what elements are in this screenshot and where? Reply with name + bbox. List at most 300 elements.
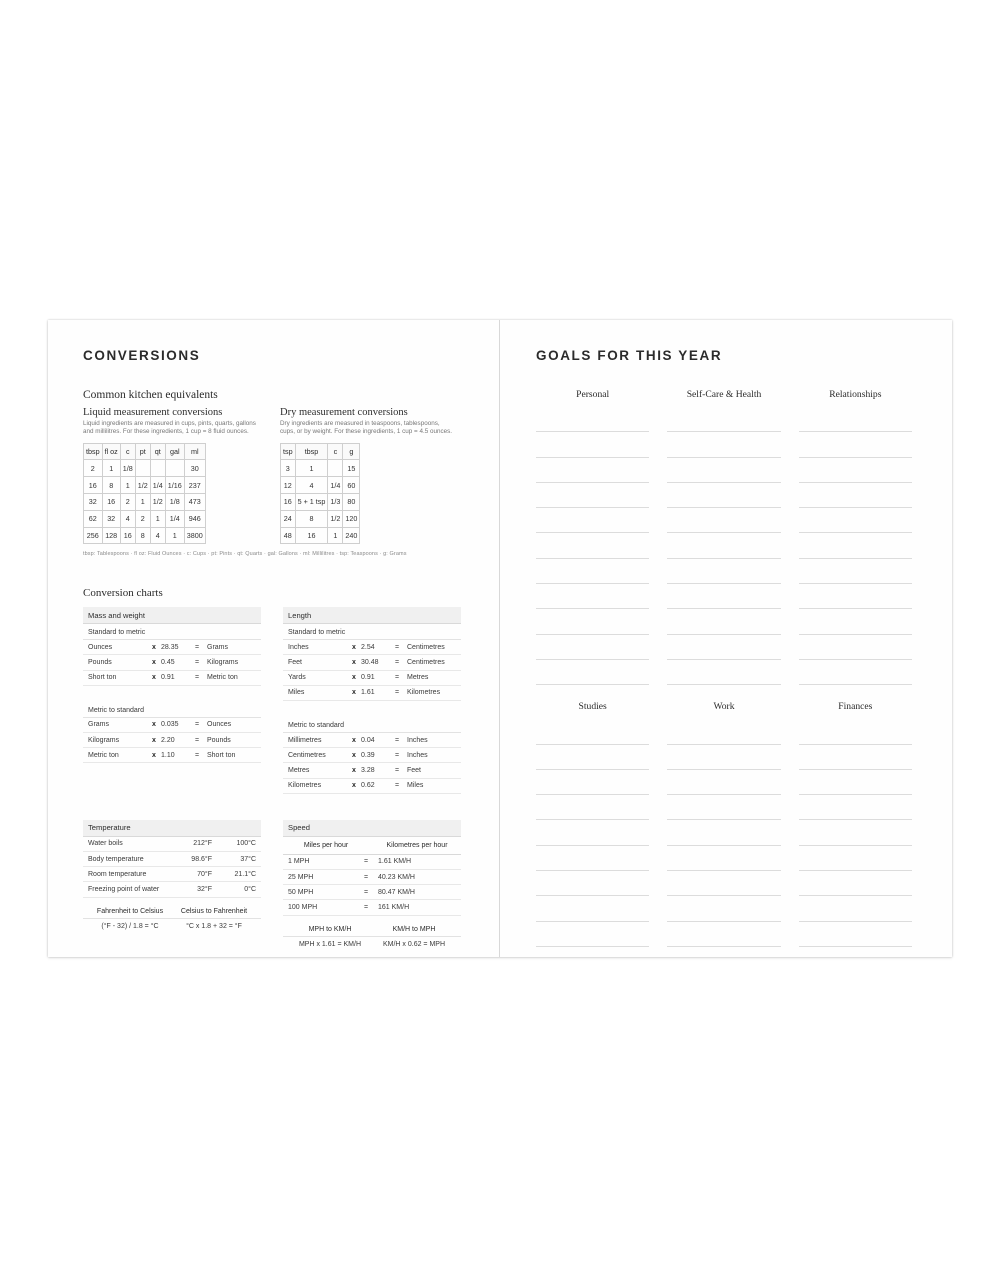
temperature-band-label: Temperature — [83, 820, 261, 837]
table-cell: 1/3 — [328, 493, 343, 510]
table-cell: 1/2 — [328, 510, 343, 527]
speed-equals: = — [364, 903, 369, 911]
speed-header-row — [283, 837, 461, 855]
goal-write-line[interactable] — [667, 745, 780, 770]
temperature-speed-charts — [83, 820, 467, 952]
temperature-row — [83, 882, 261, 897]
conversion-from: Miles — [288, 689, 305, 697]
temperature-celsius: 0°C — [244, 885, 256, 893]
table-cell — [165, 460, 184, 477]
goal-write-line[interactable] — [799, 407, 912, 432]
goal-write-line[interactable] — [667, 846, 780, 871]
conversion-to: Ounces — [207, 721, 232, 729]
conversion-from: Kilograms — [88, 736, 120, 744]
conversion-operator: x — [152, 674, 156, 682]
left-page — [48, 320, 500, 957]
goal-write-line[interactable] — [799, 483, 912, 508]
conversion-operator: x — [352, 643, 356, 651]
goals-row-bottom — [536, 701, 912, 947]
conversion-factor: 0.39 — [361, 751, 375, 759]
table-header-row — [84, 443, 206, 460]
goal-write-line[interactable] — [667, 584, 780, 609]
temperature-fahrenheit: 98.6°F — [191, 855, 212, 863]
dry-col-2: c — [328, 443, 343, 460]
goals-row-top — [536, 389, 912, 685]
table-cell: 16 — [281, 493, 296, 510]
conversion-to: Metres — [407, 674, 429, 682]
conversion-factor: 28.35 — [161, 643, 179, 651]
conversion-row — [283, 733, 461, 748]
table-cell: 24 — [281, 510, 296, 527]
goal-write-line[interactable] — [799, 609, 912, 634]
dry-note: Dry ingredients are measured in teaspoons, tablespoons, cups, or by weight. For these ingredients, 1 cup = 4.5 ounces. — [280, 420, 453, 436]
table-cell: 15 — [343, 460, 360, 477]
goal-category-label: Personal — [576, 389, 610, 400]
table-cell: 128 — [102, 527, 120, 544]
goal-write-line[interactable] — [799, 584, 912, 609]
goal-write-line[interactable] — [799, 871, 912, 896]
table-row — [84, 527, 206, 544]
goal-write-line[interactable] — [799, 559, 912, 584]
goal-lines — [667, 407, 780, 685]
conversion-to: Centimetres — [407, 643, 445, 651]
goal-write-line[interactable] — [536, 508, 649, 533]
goal-write-line[interactable] — [536, 660, 649, 685]
goal-write-line[interactable] — [667, 609, 780, 634]
conversion-to: Centimetres — [407, 659, 445, 667]
measurement-tables — [83, 407, 467, 544]
goal-write-line[interactable] — [799, 846, 912, 871]
table-cell: 62 — [84, 510, 103, 527]
temperature-label: Water boils — [88, 840, 123, 848]
mph-to-kmh-formula: MPH x 1.61 = KM/H — [298, 940, 362, 948]
goal-column-top-2 — [799, 389, 912, 685]
goal-category-label: Relationships — [829, 389, 882, 400]
goal-write-line[interactable] — [536, 635, 649, 660]
goal-write-line[interactable] — [667, 871, 780, 896]
goal-write-line[interactable] — [667, 508, 780, 533]
conversion-row — [83, 733, 261, 748]
table-cell: 16 — [84, 477, 103, 494]
speed-col-kmh: Kilometres per hour — [386, 841, 448, 849]
table-cell: 1 — [295, 460, 328, 477]
liquid-col-1: fl oz — [102, 443, 120, 460]
speed-equals: = — [364, 858, 369, 866]
conversion-from: Kilometres — [288, 782, 322, 790]
conversion-factor: 0.035 — [161, 721, 179, 729]
table-row — [281, 510, 360, 527]
table-cell: 16 — [120, 527, 135, 544]
goal-write-line[interactable] — [536, 559, 649, 584]
speed-mph: 25 MPH — [288, 873, 314, 881]
conversion-equals: = — [395, 643, 400, 651]
goal-write-line[interactable] — [799, 719, 912, 744]
goal-write-line[interactable] — [667, 533, 780, 558]
conversion-operator: x — [152, 736, 156, 744]
table-row — [84, 493, 206, 510]
conversion-factor: 1.61 — [361, 689, 375, 697]
length-band-label: Length — [283, 607, 461, 624]
goal-lines — [799, 407, 912, 685]
goal-write-line[interactable] — [799, 795, 912, 820]
goal-write-line[interactable] — [536, 584, 649, 609]
table-cell: 237 — [184, 477, 205, 494]
goal-lines — [536, 719, 649, 947]
goal-write-line[interactable] — [536, 820, 649, 845]
speed-equals: = — [364, 888, 369, 896]
goal-write-line[interactable] — [667, 820, 780, 845]
conversion-row — [83, 748, 261, 763]
goal-write-line[interactable] — [799, 922, 912, 947]
conversion-to: Feet — [407, 767, 422, 774]
abbreviation-legend: tbsp: Tablespoons · fl oz: Fluid Ounces · c: Cups · pt: Pints · qt: Quarts · gal: Gallons · ml: Millilitres · tsp: Teaspoons · g: Grams — [83, 551, 407, 558]
page-title: CONVERSIONS — [83, 348, 201, 363]
conversion-row — [83, 671, 261, 686]
conversion-equals: = — [395, 751, 400, 759]
temperature-formulas — [83, 919, 261, 934]
conversion-row — [283, 655, 461, 670]
conversion-factor: 2.20 — [161, 736, 175, 744]
table-cell: 473 — [184, 493, 205, 510]
table-cell: 12 — [281, 477, 296, 494]
conversion-factor: 1.10 — [161, 751, 175, 759]
conversion-equals: = — [395, 782, 400, 790]
conversion-factor: 0.91 — [361, 674, 375, 682]
goal-write-line[interactable] — [536, 533, 649, 558]
goal-column-top-1 — [667, 389, 780, 685]
temperature-celsius: 100°C — [236, 840, 256, 848]
goal-write-line[interactable] — [667, 922, 780, 947]
conversion-from: Feet — [288, 659, 303, 667]
conversion-from: Metres — [288, 767, 310, 774]
goal-write-line[interactable] — [667, 770, 780, 795]
goal-lines — [536, 407, 649, 685]
dry-col-3: g — [343, 443, 360, 460]
goal-write-line[interactable] — [667, 795, 780, 820]
conversion-equals: = — [195, 721, 200, 729]
conversion-charts-heading: Conversion charts — [83, 587, 163, 600]
dry-heading: Dry measurement conversions — [280, 407, 408, 418]
goal-lines — [667, 719, 780, 947]
goal-category-label: Finances — [838, 701, 873, 713]
liquid-col-2: c — [120, 443, 135, 460]
length-metric-to-std-label: Metric to standard — [283, 717, 461, 733]
goal-write-line[interactable] — [799, 745, 912, 770]
speed-kmh: 40.23 KM/H — [378, 873, 415, 881]
speed-kmh: 1.61 KM/H — [378, 858, 412, 866]
temperature-chart — [83, 820, 261, 952]
conversion-from: Pounds — [88, 659, 112, 667]
goal-write-line[interactable] — [799, 820, 912, 845]
speed-formulas — [283, 937, 461, 952]
table-cell: 8 — [135, 527, 150, 544]
kitchen-equivalents-heading: Common kitchen equivalents — [83, 389, 218, 401]
goal-write-line[interactable] — [667, 458, 780, 483]
goal-write-line[interactable] — [667, 407, 780, 432]
conversion-from: Ounces — [88, 643, 113, 651]
notebook-spread — [48, 320, 952, 957]
conversion-factor: 0.91 — [161, 674, 175, 682]
table-cell: 1/2 — [135, 477, 150, 494]
table-cell: 32 — [102, 510, 120, 527]
table-cell: 48 — [281, 527, 296, 544]
conversion-row — [83, 655, 261, 670]
goal-write-line[interactable] — [536, 407, 649, 432]
conversion-equals: = — [395, 674, 400, 682]
goal-write-line[interactable] — [536, 846, 649, 871]
kmh-to-mph-formula: KM/H x 0.62 = MPH — [382, 940, 446, 948]
speed-equals: = — [364, 873, 369, 881]
conversion-row — [83, 640, 261, 655]
goal-column-top-0 — [536, 389, 649, 685]
goal-write-line[interactable] — [536, 432, 649, 457]
table-cell: 1/16 — [165, 477, 184, 494]
conversion-equals: = — [395, 767, 400, 774]
temperature-celsius: 37°C — [240, 855, 256, 863]
temperature-fahrenheit: 32°F — [197, 885, 212, 893]
goal-write-line[interactable] — [536, 458, 649, 483]
mass-std-to-metric-label: Standard to metric — [83, 624, 261, 640]
temperature-fahrenheit: 212°F — [193, 840, 212, 848]
goal-lines — [799, 719, 912, 947]
speed-mph: 100 MPH — [288, 903, 318, 911]
table-cell: 1 — [150, 510, 165, 527]
table-cell: 1/4 — [150, 477, 165, 494]
goal-write-line[interactable] — [667, 483, 780, 508]
table-cell: 16 — [295, 527, 328, 544]
conversion-factor: 0.04 — [361, 736, 375, 744]
speed-row — [283, 900, 461, 915]
liquid-col-0: tbsp — [84, 443, 103, 460]
mass-and-weight-chart — [83, 607, 261, 794]
goal-write-line[interactable] — [799, 458, 912, 483]
conversion-factor: 30.48 — [361, 659, 379, 667]
goal-write-line[interactable] — [667, 660, 780, 685]
conversion-row — [283, 640, 461, 655]
conversion-to: Metric ton — [207, 674, 238, 682]
conversion-operator: x — [352, 689, 356, 697]
conversion-row — [83, 718, 261, 733]
conversion-equals: = — [395, 659, 400, 667]
conversion-to: Inches — [407, 736, 428, 744]
right-page — [500, 320, 952, 957]
table-cell: 80 — [343, 493, 360, 510]
speed-mph: 1 MPH — [288, 858, 310, 866]
table-row — [281, 493, 360, 510]
goal-write-line[interactable] — [536, 483, 649, 508]
goal-write-line[interactable] — [536, 896, 649, 921]
goal-write-line[interactable] — [536, 795, 649, 820]
table-row — [281, 460, 360, 477]
goal-write-line[interactable] — [799, 660, 912, 685]
goals-page-title: GOALS FOR THIS YEAR — [536, 348, 723, 363]
table-cell: 60 — [343, 477, 360, 494]
goal-write-line[interactable] — [799, 508, 912, 533]
table-cell: 1 — [328, 527, 343, 544]
table-cell: 4 — [295, 477, 328, 494]
conversion-operator: x — [352, 736, 356, 744]
table-cell: 120 — [343, 510, 360, 527]
goal-write-line[interactable] — [536, 609, 649, 634]
table-cell: 3800 — [184, 527, 205, 544]
table-cell: 8 — [102, 477, 120, 494]
conversion-from: Yards — [288, 674, 306, 682]
conversion-to: Miles — [407, 782, 424, 790]
table-cell: 1 — [135, 493, 150, 510]
conversion-factor: 3.28 — [361, 767, 375, 774]
table-cell: 4 — [150, 527, 165, 544]
conversion-to: Grams — [207, 643, 228, 651]
speed-row — [283, 855, 461, 870]
conversion-equals: = — [195, 736, 200, 744]
f-to-c-formula: (°F - 32) / 1.8 = °C — [101, 922, 159, 930]
table-cell: 3 — [281, 460, 296, 477]
table-cell: 240 — [343, 527, 360, 544]
conversion-to: Short ton — [207, 751, 236, 759]
conversion-operator: x — [152, 643, 156, 651]
goal-write-line[interactable] — [799, 770, 912, 795]
conversion-from: Millimetres — [288, 736, 322, 744]
table-cell: 1 — [165, 527, 184, 544]
conversion-from: Centimetres — [288, 751, 326, 759]
conversion-from: Metric ton — [88, 751, 119, 759]
goal-write-line[interactable] — [799, 432, 912, 457]
conversion-equals: = — [395, 689, 400, 697]
goal-write-line[interactable] — [536, 871, 649, 896]
table-cell: 256 — [84, 527, 103, 544]
speed-chart — [283, 820, 461, 952]
conversion-factor: 0.62 — [361, 782, 375, 790]
goal-write-line[interactable] — [799, 896, 912, 921]
table-row — [84, 510, 206, 527]
conversion-equals: = — [195, 751, 200, 759]
conversion-operator: x — [152, 659, 156, 667]
liquid-table — [83, 443, 206, 545]
table-cell: 16 — [102, 493, 120, 510]
dry-col-1: tbsp — [295, 443, 328, 460]
table-cell: 2 — [84, 460, 103, 477]
goal-category-label: Studies — [578, 701, 607, 713]
c-to-f-formula: °C x 1.8 + 32 = °F — [186, 922, 242, 930]
goal-write-line[interactable] — [667, 432, 780, 457]
conversion-from: Short ton — [88, 674, 117, 682]
mph-to-kmh-label: MPH to KM/H — [308, 925, 352, 933]
goal-column-bottom-2 — [799, 701, 912, 947]
conversion-to: Kilometres — [407, 689, 441, 697]
goal-write-line[interactable] — [536, 922, 649, 947]
conversion-to: Pounds — [207, 736, 231, 744]
conversion-operator: x — [352, 674, 356, 682]
conversion-factor: 0.45 — [161, 659, 175, 667]
conversion-to: Inches — [407, 751, 428, 759]
table-cell: 1/4 — [165, 510, 184, 527]
speed-mph: 50 MPH — [288, 888, 314, 896]
table-cell: 5 + 1 tsp — [295, 493, 328, 510]
conversion-from: Grams — [88, 721, 109, 729]
liquid-col-5: gal — [165, 443, 184, 460]
table-cell — [150, 460, 165, 477]
table-cell: 1/8 — [165, 493, 184, 510]
temperature-row — [83, 837, 261, 852]
mass-band-label: Mass and weight — [83, 607, 261, 624]
table-cell: 4 — [120, 510, 135, 527]
conversion-operator: x — [352, 659, 356, 667]
goal-write-line[interactable] — [667, 635, 780, 660]
goal-write-line[interactable] — [799, 533, 912, 558]
table-cell: 1 — [120, 477, 135, 494]
temperature-label: Body temperature — [88, 855, 144, 863]
conversion-row — [283, 763, 461, 778]
goal-category-label: Self-Care & Health — [686, 389, 762, 400]
table-cell: 1/4 — [328, 477, 343, 494]
conversion-operator: x — [352, 782, 356, 790]
conversion-to: Kilograms — [207, 659, 239, 667]
kmh-to-mph-label: KM/H to MPH — [392, 925, 436, 933]
table-cell: 32 — [84, 493, 103, 510]
goal-write-line[interactable] — [667, 719, 780, 744]
table-cell: 1/2 — [150, 493, 165, 510]
conversion-operator: x — [352, 751, 356, 759]
table-cell: 946 — [184, 510, 205, 527]
conversion-from: Inches — [288, 643, 309, 651]
table-cell: 2 — [120, 493, 135, 510]
table-cell: 30 — [184, 460, 205, 477]
goal-write-line[interactable] — [667, 896, 780, 921]
table-row — [281, 477, 360, 494]
temperature-row — [83, 852, 261, 867]
speed-row — [283, 885, 461, 900]
liquid-measurement-block — [83, 407, 258, 544]
conversion-operator: x — [152, 751, 156, 759]
conversion-row — [283, 671, 461, 686]
goal-write-line[interactable] — [536, 770, 649, 795]
dry-table — [280, 443, 360, 545]
table-cell: 1 — [102, 460, 120, 477]
conversion-operator: x — [352, 767, 356, 774]
goal-category-label: Work — [713, 701, 735, 713]
conversion-equals: = — [195, 659, 200, 667]
speed-kmh: 161 KM/H — [378, 903, 410, 911]
goal-write-line[interactable] — [667, 559, 780, 584]
table-header-row — [281, 443, 360, 460]
speed-band-label: Speed — [283, 820, 461, 837]
goal-write-line[interactable] — [536, 719, 649, 744]
liquid-col-4: qt — [150, 443, 165, 460]
speed-col-sep — [364, 842, 378, 849]
conversion-row — [283, 779, 461, 794]
length-std-to-metric-label: Standard to metric — [283, 624, 461, 640]
conversion-row — [283, 748, 461, 763]
length-chart — [283, 607, 461, 794]
temperature-fahrenheit: 70°F — [197, 870, 212, 878]
liquid-note: Liquid ingredients are measured in cups, pints, quarts, gallons and millilitres. For these ingredients, 1 cup = 8 fluid ounces. — [83, 420, 256, 436]
temperature-label: Room temperature — [88, 870, 147, 878]
liquid-col-3: pt — [135, 443, 150, 460]
temperature-celsius: 21.1°C — [234, 870, 256, 878]
temperature-row — [83, 867, 261, 882]
table-cell: 1/8 — [120, 460, 135, 477]
conversion-factor: 2.54 — [361, 643, 375, 651]
speed-formula-headers — [283, 916, 461, 937]
goal-column-bottom-0 — [536, 701, 649, 947]
table-row — [84, 460, 206, 477]
f-to-c-label: Fahrenheit to Celsius — [96, 907, 164, 915]
goal-write-line[interactable] — [536, 745, 649, 770]
speed-kmh: 80.47 KM/H — [378, 888, 415, 896]
goal-write-line[interactable] — [799, 635, 912, 660]
temperature-formula-headers — [83, 898, 261, 919]
mass-metric-to-std-label: Metric to standard — [83, 702, 261, 718]
